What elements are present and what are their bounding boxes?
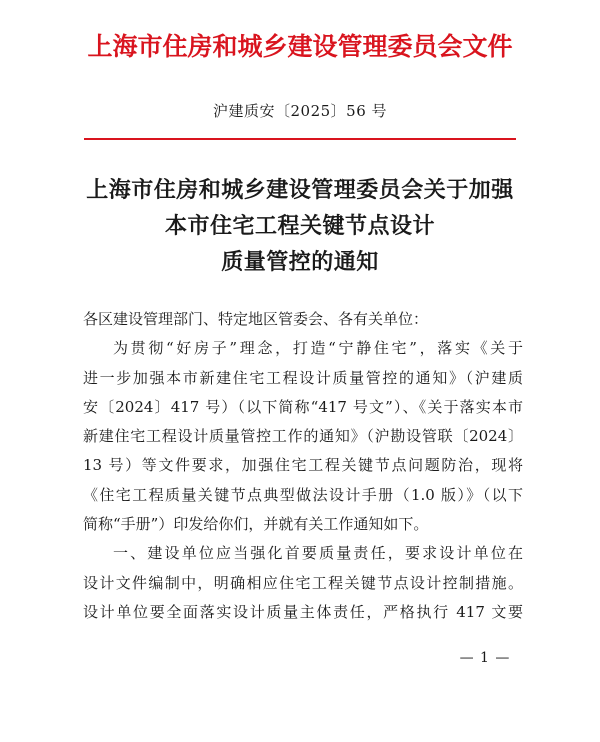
document-body [83,305,523,627]
addressee-text: 各区建设管理部门、特定地区管委会、各有关单位： [83,310,429,328]
title-line-2: 本市住宅工程关键节点设计 [164,213,435,239]
paragraph-1-line: 进一步加强本市新建住宅工程设计质量管控的通知》（沪建质 [83,368,523,387]
title-line-1: 上海市住房和城乡建设管理委员会关于加强 [86,177,514,203]
paragraph-1 [83,334,523,539]
paragraph-1-line: 为贯彻“好房子”理念，打造“宁静住宅”，落实《关于 [113,339,523,358]
paragraph-2-line: 一、建设单位应当强化首要质量责任，要求设计单位在 [113,544,523,563]
paragraph-2-line: 设计单位要全面落实设计质量主体责任，严格执行 417 文要 [83,602,523,621]
page-number: — 1 — [459,650,511,666]
addressee-line [83,305,523,334]
paragraph-1-line: 《住宅工程质量关键节点典型做法设计手册（1.0 版）》（以下 [83,485,523,504]
document-header: 上海市住房和城乡建设管理委员会文件 [87,32,513,61]
document-title [0,172,600,280]
red-divider-line [84,138,516,140]
paragraph-1-line: 简称“手册”）印发给你们，并就有关工作通知如下。 [83,515,429,534]
paragraph-1-line: 13 号）等文件要求，加强住宅工程关键节点问题防治，现将 [83,456,523,475]
paragraph-1-line: 新建住宅工程设计质量管控工作的通知》（沪勘设管联〔2024〕 [83,427,523,446]
document-number: 沪建质安〔2025〕56 号 [212,102,388,120]
title-line-3: 质量管控的通知 [221,249,379,275]
paragraph-2-line: 设计文件编制中，明确相应住宅工程关键节点设计控制措施。 [83,573,523,592]
paragraph-1-line: 安〔2024〕417 号）（以下简称“417 号文”）、《关于落实本市 [83,397,523,416]
paragraph-2 [83,539,523,627]
